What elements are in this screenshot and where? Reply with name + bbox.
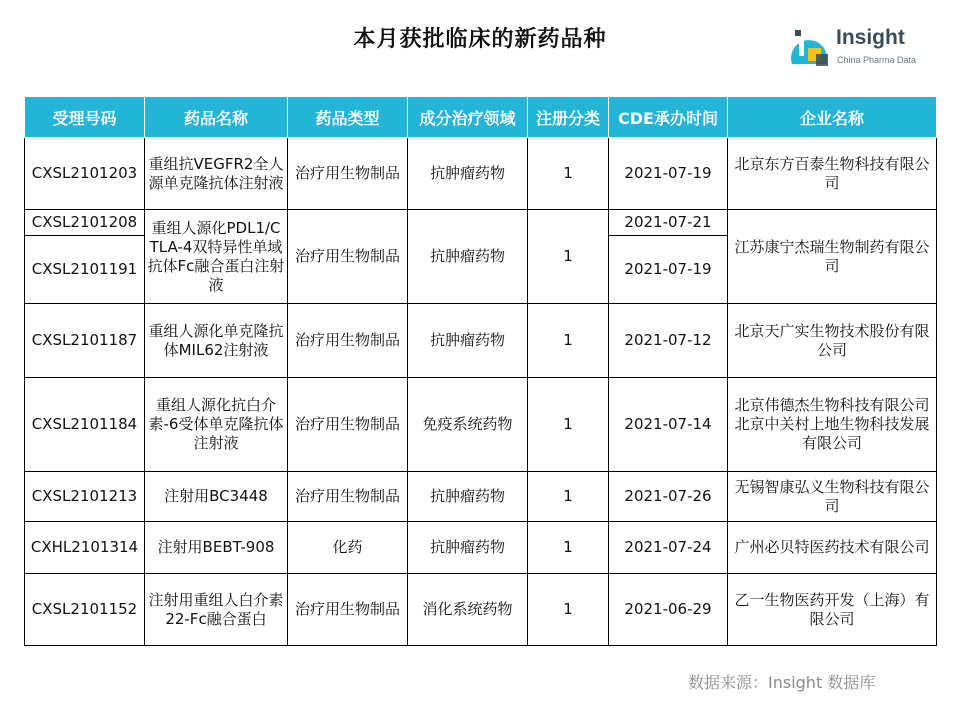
cell-id: CXSL2101203: [25, 138, 145, 210]
table-row: [25, 378, 937, 472]
cell-company: 无锡智康弘义生物科技有限公司: [728, 472, 937, 522]
cell-company: 广州必贝特医药技术有限公司: [728, 522, 937, 574]
cell-id: CXHL2101314: [25, 522, 145, 574]
header-company: 企业名称: [728, 97, 937, 138]
cell-name: 重组人源化单克隆抗体MIL62注射液: [145, 304, 288, 378]
cell-name: 注射用BEBT-908: [145, 522, 288, 574]
cell-date: 2021-07-26: [609, 472, 728, 522]
cell-type: 治疗用生物制品: [288, 210, 408, 304]
cell-id: CXSL2101187: [25, 304, 145, 378]
table-row: [25, 138, 937, 210]
cell-name: 重组人源化PDL1/CTLA-4双特异性单域抗体Fc融合蛋白注射液: [145, 210, 288, 304]
table-row: [25, 522, 937, 574]
cell-class: 1: [528, 472, 609, 522]
page-title: 本月获批临床的新药品种: [353, 27, 607, 52]
cell-area: 抗肿瘤药物: [408, 304, 528, 378]
cell-name: 注射用BC3448: [145, 472, 288, 522]
cell-date: 2021-07-24: [609, 522, 728, 574]
drug-table: [24, 96, 937, 646]
insight-logo-icon: [786, 24, 832, 70]
header-name: 药品名称: [145, 97, 288, 138]
logo-subtitle: China Pharma Data: [837, 55, 917, 65]
cell-type: 治疗用生物制品: [288, 574, 408, 646]
cell-area: 消化系统药物: [408, 574, 528, 646]
header-class: 注册分类: [528, 97, 609, 138]
cell-type: 治疗用生物制品: [288, 304, 408, 378]
table-row: [25, 210, 937, 236]
cell-date: 2021-07-14: [609, 378, 728, 472]
insight-logo: [786, 22, 946, 72]
header-date: CDE承办时间: [609, 97, 728, 138]
cell-class: 1: [528, 574, 609, 646]
cell-class: 1: [528, 138, 609, 210]
cell-date: 2021-06-29: [609, 574, 728, 646]
cell-type: 治疗用生物制品: [288, 472, 408, 522]
data-source-note: 数据来源：Insight 数据库: [688, 673, 876, 692]
header-id: 受理号码: [25, 97, 145, 138]
table-header-row: [25, 97, 937, 138]
cell-id: CXSL2101208: [25, 210, 145, 236]
cell-date: 2021-07-12: [609, 304, 728, 378]
cell-date: 2021-07-19: [609, 138, 728, 210]
cell-name: 重组抗VEGFR2全人源单克隆抗体注射液: [145, 138, 288, 210]
cell-id: CXSL2101191: [25, 236, 145, 304]
cell-type: 治疗用生物制品: [288, 378, 408, 472]
cell-area: 抗肿瘤药物: [408, 138, 528, 210]
company-line: 北京伟德杰生物科技有限公司: [734, 396, 930, 414]
cell-name: 重组人源化抗白介素-6受体单克隆抗体注射液: [145, 378, 288, 472]
cell-area: 抗肿瘤药物: [408, 522, 528, 574]
cell-company: [728, 378, 937, 472]
cell-company: 北京天广实生物技术股份有限公司: [728, 304, 937, 378]
cell-date: 2021-07-21: [609, 210, 728, 236]
cell-area: 抗肿瘤药物: [408, 210, 528, 304]
cell-id: CXSL2101184: [25, 378, 145, 472]
table-row: [25, 304, 937, 378]
cell-area: 抗肿瘤药物: [408, 472, 528, 522]
cell-area: 免疫系统药物: [408, 378, 528, 472]
table-row: [25, 574, 937, 646]
cell-company: 北京东方百泰生物科技有限公司: [728, 138, 937, 210]
cell-type: 治疗用生物制品: [288, 138, 408, 210]
cell-type: 化药: [288, 522, 408, 574]
header-area: 成分治疗领域: [408, 97, 528, 138]
cell-class: 1: [528, 522, 609, 574]
cell-name: 注射用重组人白介素22-Fc融合蛋白: [145, 574, 288, 646]
cell-company: 江苏康宁杰瑞生物制药有限公司: [728, 210, 937, 304]
table-row: [25, 472, 937, 522]
company-line: 北京中关村上地生物科技发展有限公司: [734, 415, 930, 452]
logo-name: Insight: [836, 26, 905, 49]
header-type: 药品类型: [288, 97, 408, 138]
cell-company: 乙一生物医药开发（上海）有限公司: [728, 574, 937, 646]
cell-class: 1: [528, 210, 609, 304]
cell-id: CXSL2101152: [25, 574, 145, 646]
cell-id: CXSL2101213: [25, 472, 145, 522]
cell-class: 1: [528, 378, 609, 472]
cell-class: 1: [528, 304, 609, 378]
cell-date: 2021-07-19: [609, 236, 728, 304]
